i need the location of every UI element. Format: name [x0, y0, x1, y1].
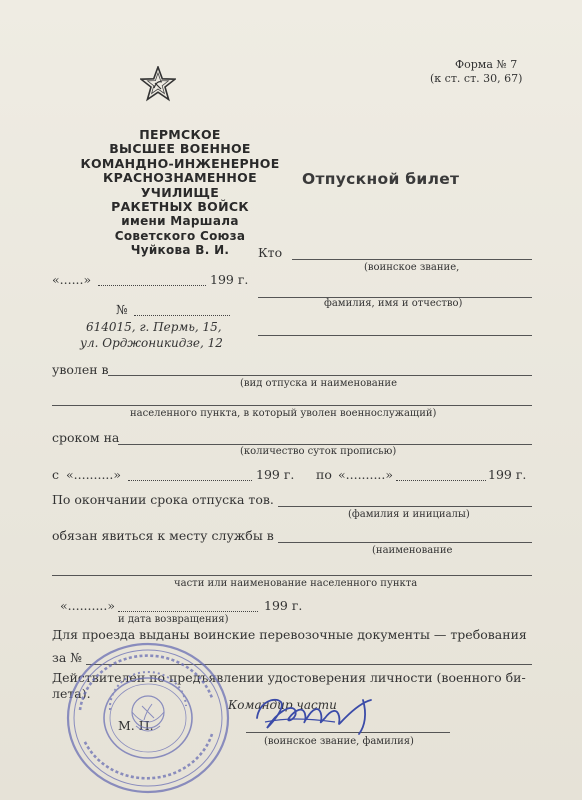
- return-date-line: [118, 611, 258, 612]
- initials-hint: (фамилия и инициалы): [348, 509, 470, 520]
- commander-signature: [245, 688, 405, 738]
- settlement-hint: населенного пункта, в который уволен военнослужащий): [130, 408, 437, 419]
- from-year: 199 г.: [256, 467, 295, 482]
- return-hint: и дата возвращения): [118, 614, 229, 625]
- from-label: с: [52, 467, 60, 482]
- who-line: [292, 259, 532, 260]
- return-year: 199 г.: [264, 598, 303, 613]
- form-number: Форма № 7: [455, 58, 518, 71]
- to-date: «..........»: [338, 467, 394, 482]
- to-year: 199 г.: [488, 467, 527, 482]
- za-no-label: за №: [52, 650, 83, 665]
- commander-hint: (воинское звание, фамилия): [264, 736, 414, 747]
- term-line: [118, 444, 532, 445]
- unit-settlement-hint: части или наименование населенного пункта: [174, 578, 418, 589]
- to-date-line: [396, 480, 486, 481]
- valid-text-1: Действителен по предъявлении удостоверения личности (военного би-: [52, 670, 526, 685]
- issue-number-label: №: [116, 302, 128, 317]
- settlement-line: [52, 405, 532, 406]
- institution-line: УЧИЛИЩЕ: [140, 184, 220, 200]
- days-hint: (количество суток прописью): [240, 446, 397, 457]
- from-date-line: [128, 480, 252, 481]
- institution-line: Чуйкова В. И.: [130, 243, 230, 258]
- issue-date-day: «......»: [52, 272, 92, 287]
- rank-hint: (воинское звание,: [364, 262, 460, 273]
- end-of-leave-label: По окончании срока отпуска тов.: [52, 492, 274, 507]
- issue-number-line: [134, 315, 230, 316]
- travel-docs-text: Для проезда выданы воинские перевозочные документы — требования: [52, 627, 527, 642]
- valid-text-2: лета).: [52, 686, 91, 701]
- return-date: «..........»: [60, 598, 116, 613]
- institution-line: КОМАНДНО-ИНЖЕНЕРНОЕ: [80, 155, 280, 171]
- end-of-leave-line: [278, 506, 532, 507]
- form-articles: (к ст. ст. 30, 67): [430, 72, 523, 85]
- dismissed-line: [108, 375, 532, 376]
- address-line-2: ул. Орджоникидзе, 12: [80, 336, 223, 350]
- commander-label: Командир части: [228, 698, 337, 712]
- document-title: Отпускной билет: [302, 170, 460, 188]
- institution-line: КРАСНОЗНАМЕННОЕ: [103, 170, 257, 186]
- issue-date-line: [98, 285, 206, 286]
- address-line-1: 614015, г. Пермь, 15,: [86, 320, 222, 334]
- soviet-star-icon: [140, 66, 176, 102]
- institution-header: [60, 128, 300, 258]
- from-date: «..........»: [66, 467, 122, 482]
- name-hint: фамилия, имя и отчество): [324, 298, 463, 309]
- name-line-2: [258, 335, 532, 336]
- issue-date-year: 199 г.: [210, 272, 249, 287]
- dismissed-label: уволен в: [52, 362, 109, 377]
- unit-line: [52, 575, 532, 576]
- institution-line: имени Маршала: [121, 214, 239, 229]
- to-label: по: [316, 467, 332, 482]
- institution-line: ПЕРМСКОЕ: [139, 127, 221, 142]
- institution-line: ВЫСШЕЕ ВОЕННОЕ: [109, 141, 251, 157]
- mp-label: М. П.: [118, 718, 154, 733]
- unit-hint: (наименование: [372, 545, 453, 556]
- term-label: сроком на: [52, 430, 120, 445]
- official-stamp-icon: [62, 640, 232, 795]
- leave-type-hint: (вид отпуска и наименование: [240, 378, 397, 389]
- must-report-label: обязан явиться к месту службы в: [52, 528, 274, 543]
- institution-line: Советского Союза: [114, 228, 246, 243]
- must-report-line: [278, 542, 532, 543]
- institution-line: РАКЕТНЫХ ВОЙСК: [111, 199, 249, 215]
- who-label: Кто: [258, 245, 283, 260]
